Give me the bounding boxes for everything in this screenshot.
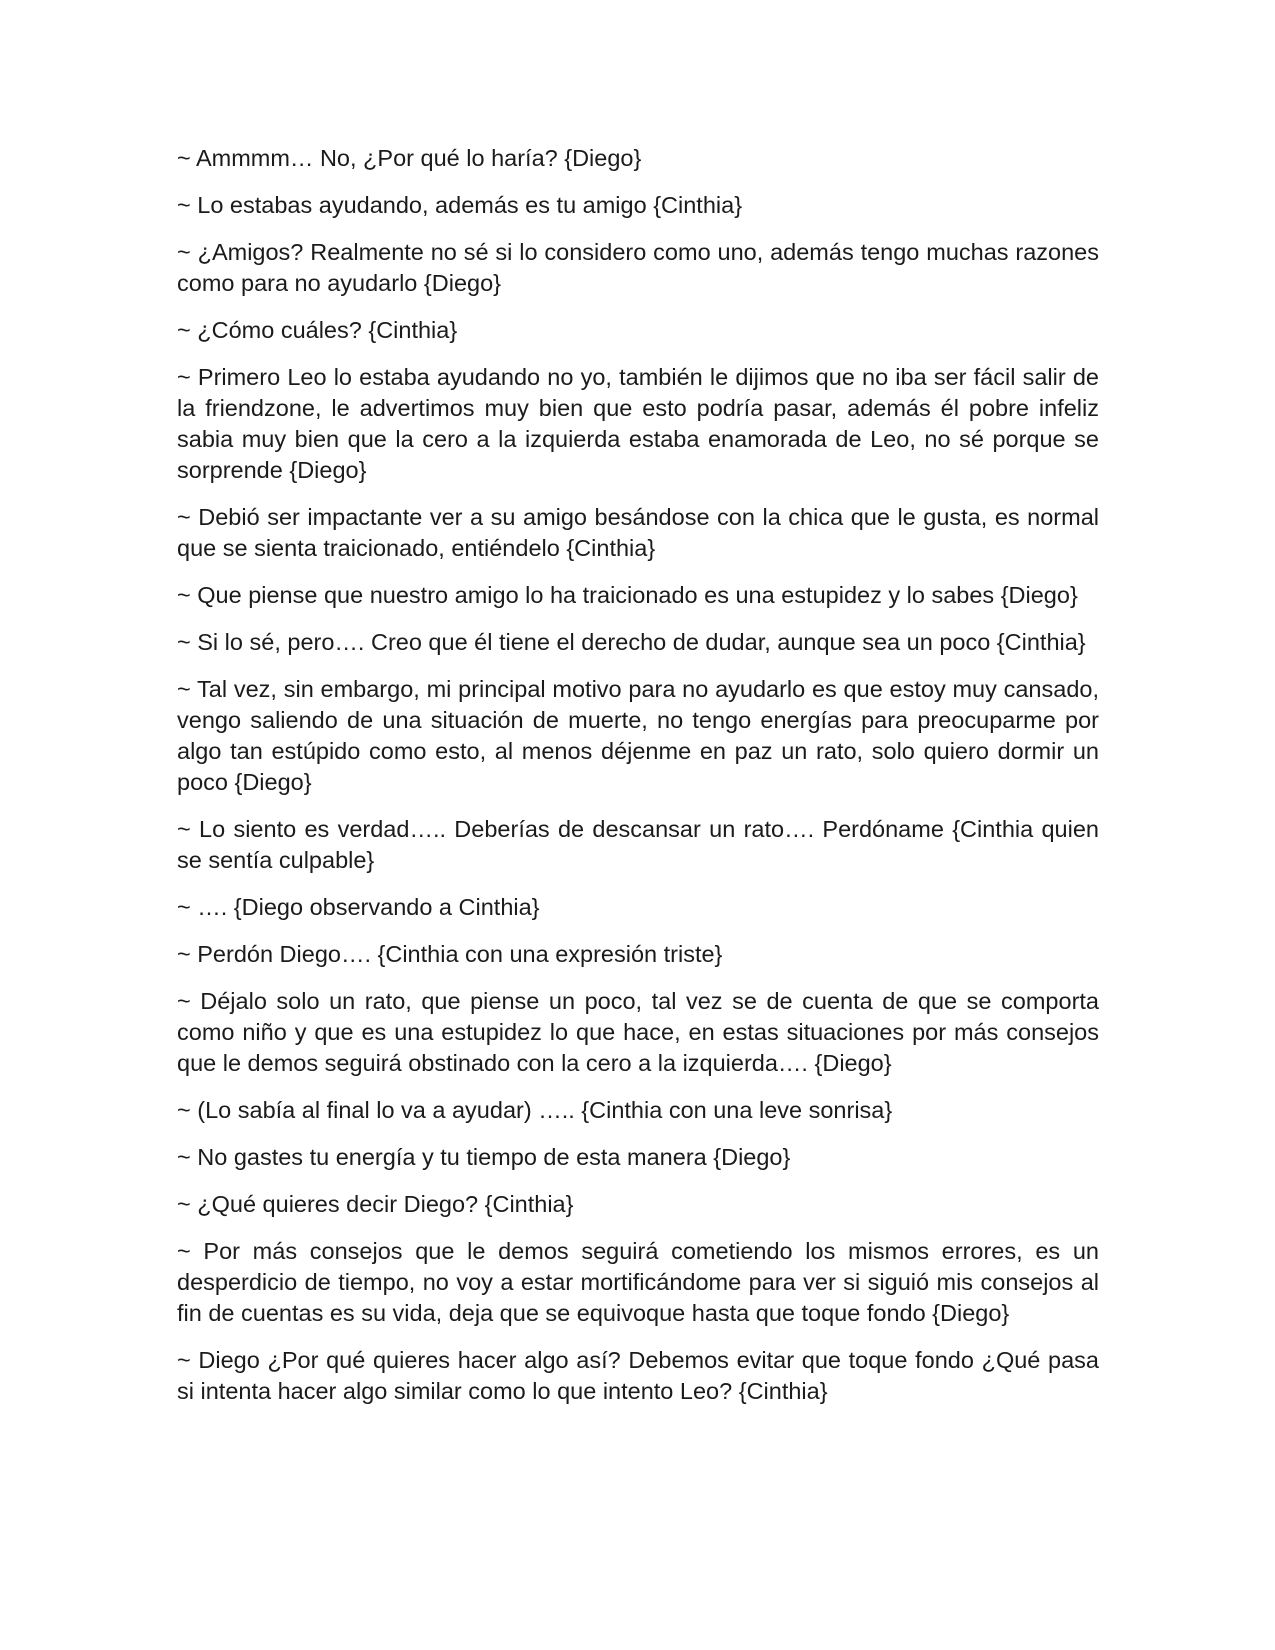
dialogue-paragraph: ~ Perdón Diego…. {Cinthia con una expresión triste}	[177, 941, 723, 967]
document-body	[177, 143, 1099, 1423]
dialogue-paragraph: ~ No gastes tu energía y tu tiempo de esta manera {Diego}	[177, 1144, 791, 1170]
dialogue-paragraph: ~ ¿Amigos? Realmente no sé si lo considero como uno, además tengo muchas razones como para no ayudarlo {Diego}	[177, 239, 1099, 296]
dialogue-paragraph: ~ Debió ser impactante ver a su amigo besándose con la chica que le gusta, es normal que se sienta traicionado, entiéndelo {Cinthia}	[177, 504, 1099, 561]
dialogue-paragraph: ~ Déjalo solo un rato, que piense un poco, tal vez se de cuenta de que se comporta como niño y que es una estupidez lo que hace, en estas situaciones por más consejos que le demos seguirá obstinado con la cero a la izquierda…. {Diego}	[177, 988, 1099, 1076]
dialogue-paragraph: ~ Lo estabas ayudando, además es tu amigo {Cinthia}	[177, 192, 743, 218]
dialogue-paragraph: ~ Que piense que nuestro amigo lo ha traicionado es una estupidez y lo sabes {Diego}	[177, 582, 1078, 608]
dialogue-paragraph: ~ Si lo sé, pero…. Creo que él tiene el derecho de dudar, aunque sea un poco {Cinthia}	[177, 629, 1086, 655]
dialogue-paragraph: ~ ¿Cómo cuáles? {Cinthia}	[177, 317, 458, 343]
dialogue-paragraph: ~ …. {Diego observando a Cinthia}	[177, 894, 540, 920]
dialogue-paragraph: ~ Ammmm… No, ¿Por qué lo haría? {Diego}	[177, 145, 642, 171]
dialogue-paragraph: ~ ¿Qué quieres decir Diego? {Cinthia}	[177, 1191, 574, 1217]
dialogue-paragraph: ~ Lo siento es verdad….. Deberías de descansar un rato…. Perdóname {Cinthia quien se sentía culpable}	[177, 816, 1099, 873]
dialogue-paragraph: ~ (Lo sabía al final lo va a ayudar) ….. {Cinthia con una leve sonrisa}	[177, 1097, 893, 1123]
dialogue-paragraph: ~ Diego ¿Por qué quieres hacer algo así? Debemos evitar que toque fondo ¿Qué pasa si intenta hacer algo similar como lo que intento Leo? {Cinthia}	[177, 1347, 1099, 1404]
dialogue-paragraph: ~ Tal vez, sin embargo, mi principal motivo para no ayudarlo es que estoy muy cansado, vengo saliendo de una situación de muerte, no tengo energías para preocuparme por algo tan estúpido como esto, al menos déjenme en paz un rato, solo quiero dormir un poco {Diego}	[177, 676, 1099, 795]
dialogue-paragraph: ~ Por más consejos que le demos seguirá cometiendo los mismos errores, es un desperdicio de tiempo, no voy a estar mortificándome para ver si siguió mis consejos al fin de cuentas es su vida, deja que se equivoque hasta que toque fondo {Diego}	[177, 1238, 1099, 1326]
dialogue-paragraph: ~ Primero Leo lo estaba ayudando no yo, también le dijimos que no iba ser fácil salir de la friendzone, le advertimos muy bien que esto podría pasar, además él pobre infeliz sabia muy bien que la cero a la izquierda estaba enamorada de Leo, no sé porque se sorprende {Diego}	[177, 364, 1099, 483]
